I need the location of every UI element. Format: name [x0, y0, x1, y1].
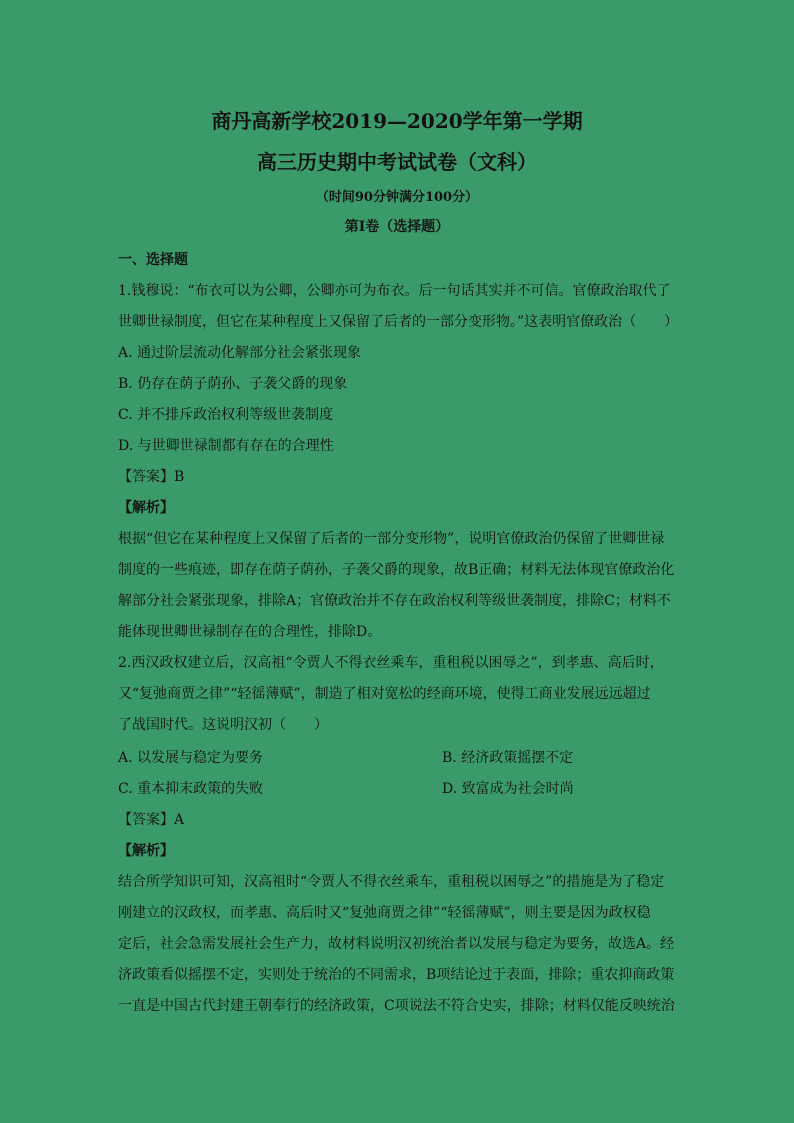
- q2-analysis-line: 济政策看似摇摆不定，实则处于统治的不同需求，B项结论过于表面，排除；重农抑商政策: [118, 967, 675, 983]
- section-heading: 一、选择题: [118, 252, 188, 268]
- q2-answer: 【答案】A: [118, 812, 185, 828]
- q1-analysis-line: 解部分社会紧张现象，排除A；官僚政治并不存在政治权利等级世袭制度，排除C；材料不: [118, 593, 671, 609]
- q2-option-d: D. 致富成为社会时尚: [442, 781, 574, 797]
- q2-option-c: C. 重本抑末政策的失败: [118, 781, 264, 797]
- q1-option-a: A. 通过阶层流动化解部分社会紧张现象: [118, 345, 362, 361]
- q1-option-c: C. 并不排斥政治权利等级世袭制度: [118, 407, 334, 423]
- q2-stem-line: 了战国时代。这说明汉初（ ）: [118, 717, 328, 733]
- q2-analysis-label: 【解析】: [118, 843, 174, 859]
- school-title: 商丹高新学校2019—2020学年第一学期: [211, 109, 583, 133]
- q1-analysis-line: 制度的一些痕迹，即存在荫子荫孙，子袭父爵的现象，故B正确；材料无法体现官僚政治化: [118, 562, 675, 578]
- q2-analysis-line: 定后，社会急需发展社会生产力，故材料说明汉初统治者以发展与稳定为要务，故选A。经: [118, 936, 675, 952]
- q1-analysis-line: 能体现世卿世禄制存在的合理性，排除D。: [118, 624, 382, 640]
- time-info: （时间90分钟满分100分）: [315, 190, 479, 205]
- q1-stem-line: 世卿世禄制度，但它在某种程度上又保留了后者的一部分变形物。”这表明官僚政治（ ）: [118, 314, 679, 330]
- q2-option-b: B. 经济政策摇摆不定: [442, 750, 574, 766]
- q1-answer: 【答案】B: [118, 469, 185, 485]
- q2-analysis-line: 刚建立的汉政权，而孝惠、高后时又“复弛商贾之律”“轻徭薄赋”，则主要是因为政权稳: [118, 905, 651, 921]
- q1-analysis-line: 根据“但它在某种程度上又保留了后者的一部分变形物”，说明官僚政治仍保留了世卿世禄: [118, 531, 665, 547]
- q2-option-a: A. 以发展与稳定为要务: [118, 750, 264, 766]
- q1-stem-line: 1.钱穆说：“布衣可以为公卿，公卿亦可为布衣。后一句话其实并不可信。官僚政治取代了: [118, 283, 671, 299]
- exam-title: 高三历史期中考试试卷（文科）: [257, 150, 537, 174]
- q2-stem-line: 又“复弛商贾之律”“轻徭薄赋”，制造了相对宽松的经商环境，使得工商业发展远远超过: [118, 686, 651, 702]
- q2-analysis-line: 一直是中国古代封建王朝奉行的经济政策，C项说法不符合史实，排除；材料仅能反映统治: [118, 998, 675, 1014]
- q1-option-d: D. 与世卿世禄制都有存在的合理性: [118, 438, 334, 454]
- q1-analysis-label: 【解析】: [118, 500, 174, 516]
- q1-option-b: B. 仍存在荫子荫孙、子袭父爵的现象: [118, 376, 348, 392]
- q2-stem-line: 2.西汉政权建立后，汉高祖“令贾人不得衣丝乘车，重租税以困辱之”，到孝惠、高后时，: [118, 655, 664, 671]
- q2-analysis-line: 结合所学知识可知，汉高祖时“令贾人不得衣丝乘车，重租税以困辱之”的措施是为了稳定: [118, 874, 665, 890]
- part-title: 第Ⅰ卷（选择题）: [344, 219, 450, 235]
